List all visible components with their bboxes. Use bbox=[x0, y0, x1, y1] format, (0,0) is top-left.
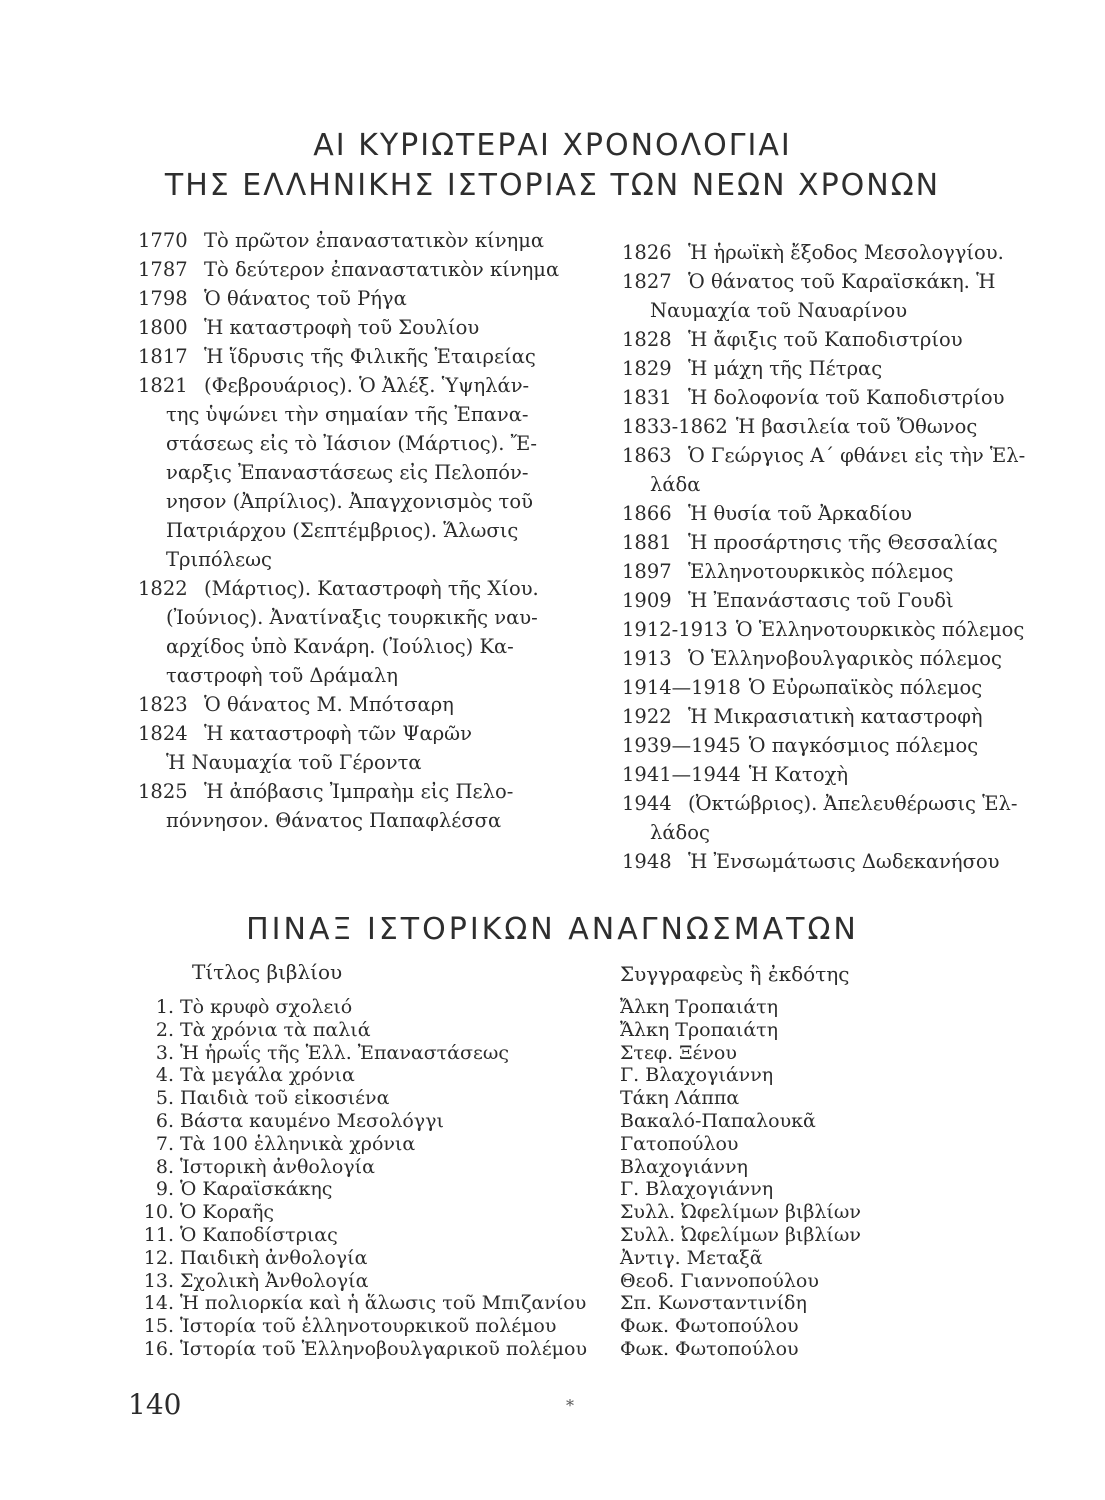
chronology-year: 1821 bbox=[138, 374, 188, 397]
reading-list-row bbox=[130, 1133, 1030, 1156]
chronology-year: 1817 bbox=[138, 345, 188, 368]
book-number: 14. bbox=[143, 1292, 174, 1315]
chronology-year: 1823 bbox=[138, 693, 188, 716]
chronology-year: 1866 bbox=[622, 502, 672, 525]
chronology-right-column bbox=[622, 238, 1052, 876]
reading-list-row bbox=[130, 1064, 1030, 1087]
reading-list-row bbox=[130, 1201, 1030, 1224]
chronology-entry bbox=[622, 615, 1052, 644]
chronology-event-text: ναρξις Ἐπαναστάσεως εἰς Πελοπόν- bbox=[166, 461, 529, 484]
chronology-year: 1881 bbox=[622, 531, 672, 554]
reading-list-row bbox=[130, 1315, 1030, 1338]
chronology-entry bbox=[138, 313, 578, 342]
chronology-entry bbox=[138, 371, 578, 574]
reading-list-row bbox=[130, 1178, 1030, 1201]
chronology-event-text: Ἡ καταστροφὴ τῶν Ψαρῶν bbox=[204, 722, 472, 745]
chronology-title-line1: ΑΙ ΚΥΡΙΩΤΕΡΑΙ ΧΡΟΝΟΛΟΓΙΑΙ bbox=[313, 128, 792, 163]
chronology-entry bbox=[138, 574, 578, 690]
chronology-event-text: Ἡ προσάρτησις τῆς Θεσσαλίας bbox=[688, 531, 998, 554]
book-number: 11. bbox=[143, 1223, 174, 1246]
chronology-event-text: λάδα bbox=[650, 473, 701, 496]
chronology-year: 1939—1945 bbox=[622, 734, 741, 757]
chronology-event-text: Ἡ ἡρωϊκὴ ἔξοδος Μεσολογγίου. bbox=[688, 241, 1004, 264]
chronology-year: 1828 bbox=[622, 328, 672, 351]
book-number: 10. bbox=[143, 1201, 174, 1224]
chronology-event-text: Ἡ δολοφονία τοῦ Καποδιστρίου bbox=[688, 386, 1005, 409]
book-author: Στεφ. Ξένου bbox=[620, 1041, 737, 1064]
book-author: Ἀντιγ. Μεταξᾶ bbox=[620, 1246, 763, 1269]
chronology-event-text: ταστροφὴ τοῦ Δράμαλη bbox=[166, 664, 398, 687]
book-title: Ἱστορία τοῦ Ἑλληνοβουλγαρικοῦ πολέμου bbox=[180, 1337, 587, 1360]
page-number: 140 bbox=[128, 1388, 182, 1421]
book-number: 8. bbox=[155, 1155, 174, 1178]
chronology-event-text: της ὑψώνει τὴν σημαίαν τῆς Ἐπανα- bbox=[166, 403, 529, 426]
chronology-year: 1863 bbox=[622, 444, 672, 467]
chronology-entry bbox=[622, 644, 1052, 673]
chronology-entry bbox=[138, 719, 578, 777]
book-title: Ὁ Καποδίστριας bbox=[180, 1223, 338, 1246]
chronology-event-text: Ὁ θάνατος Μ. Μπότσαρη bbox=[204, 693, 454, 716]
chronology-entry bbox=[622, 238, 1052, 267]
chronology-entry bbox=[622, 731, 1052, 760]
book-number: 16. bbox=[143, 1337, 174, 1360]
book-number: 2. bbox=[155, 1018, 174, 1041]
chronology-entry bbox=[622, 760, 1052, 789]
chronology-entry bbox=[138, 690, 578, 719]
chronology-event-text: (Ἰούνιος). Ἀνατίναξις τουρκικῆς ναυ- bbox=[166, 606, 538, 629]
book-author: Βλαχογιάννη bbox=[620, 1155, 748, 1178]
chronology-entry bbox=[622, 383, 1052, 412]
chronology-year: 1826 bbox=[622, 241, 672, 264]
book-author: Σπ. Κωνσταντινίδη bbox=[620, 1292, 807, 1315]
chronology-event-text: Ἡ καταστροφὴ τοῦ Σουλίου bbox=[204, 316, 480, 339]
reading-list-row bbox=[130, 1270, 1030, 1293]
reading-list-title: ΠΙΝΑΞ ΙΣΤΟΡΙΚΩΝ ΑΝΑΓΝΩΣΜΑΤΩΝ bbox=[246, 912, 859, 947]
chronology-entry bbox=[622, 673, 1052, 702]
book-author: Ἄλκη Τροπαιάτη bbox=[620, 1018, 779, 1041]
book-title: Τὸ κρυφὸ σχολειό bbox=[180, 996, 353, 1018]
book-title: Τὰ 100 ἑλληνικὰ χρόνια bbox=[180, 1132, 416, 1155]
chronology-event-text: Ἡ Κατοχὴ bbox=[748, 763, 849, 786]
chronology-event-text: Ὁ Γεώργιος Α΄ φθάνει εἰς τὴν Ἑλ- bbox=[688, 444, 1026, 467]
book-author: Γ. Βλαχογιάννη bbox=[620, 1178, 774, 1201]
reading-list-row bbox=[130, 1019, 1030, 1042]
chronology-event-text: αρχίδος ὑπὸ Κανάρη. (Ἰούλιος) Κα- bbox=[166, 635, 514, 658]
chronology-event-text: (Ὀκτώβριος). Ἀπελευθέρωσις Ἑλ- bbox=[688, 792, 1018, 815]
chronology-year: 1770 bbox=[138, 229, 188, 252]
chronology-event-text: Ἡ Ἐνσωμάτωσις Δωδεκανήσου bbox=[688, 850, 1000, 873]
chronology-year: 1941—1944 bbox=[622, 763, 741, 786]
book-title-column-header: Τίτλος βιβλίου bbox=[192, 960, 343, 984]
chronology-entry bbox=[622, 499, 1052, 528]
book-title: Ἡ ἡρωΐς τῆς Ἑλλ. Ἐπαναστάσεως bbox=[180, 1041, 509, 1064]
chronology-year: 1914—1918 bbox=[622, 676, 741, 699]
book-number: 13. bbox=[143, 1269, 174, 1292]
chronology-event-text: (Φεβρουάριος). Ὁ Ἀλέξ. Ὑψηλάν- bbox=[204, 374, 530, 397]
book-title: Τὰ χρόνια τὰ παλιά bbox=[180, 1018, 371, 1041]
chronology-entry bbox=[622, 267, 1052, 325]
chronology-year: 1829 bbox=[622, 357, 672, 380]
chronology-entry bbox=[138, 255, 578, 284]
reading-list-row bbox=[130, 1042, 1030, 1065]
chronology-event-text: πόννησον. Θάνατος Παπαφλέσσα bbox=[166, 809, 502, 832]
book-number: 4. bbox=[155, 1064, 174, 1087]
reading-list-row bbox=[130, 1087, 1030, 1110]
book-author: Θεοδ. Γιαννοπούλου bbox=[620, 1269, 819, 1292]
chronology-year: 1827 bbox=[622, 270, 672, 293]
chronology-entry bbox=[138, 342, 578, 371]
chronology-event-text: Ἡ βασιλεία τοῦ Ὄθωνος bbox=[735, 415, 978, 438]
chronology-year: 1909 bbox=[622, 589, 672, 612]
chronology-year: 1948 bbox=[622, 850, 672, 873]
chronology-event-text: Ἑλληνοτουρκικὸς πόλεμος bbox=[688, 560, 954, 583]
book-number: 9. bbox=[155, 1178, 174, 1201]
book-number: 15. bbox=[143, 1315, 174, 1338]
chronology-event-text: Ἡ θυσία τοῦ Ἀρκαδίου bbox=[688, 502, 912, 525]
chronology-event-text: Ἡ μάχη τῆς Πέτρας bbox=[688, 357, 883, 380]
chronology-entry bbox=[622, 354, 1052, 383]
book-number: 5. bbox=[155, 1087, 174, 1110]
book-author: Φωκ. Φωτοπούλου bbox=[620, 1315, 799, 1338]
chronology-event-text: Ἡ Ἐπανάστασις τοῦ Γουδὶ bbox=[688, 589, 954, 612]
book-number: 6. bbox=[155, 1109, 174, 1132]
chronology-entry bbox=[622, 528, 1052, 557]
chronology-event-text: στάσεως εἰς τὸ Ἰάσιον (Μάρτιος). Ἔ- bbox=[166, 432, 537, 455]
book-title: Ὁ Καραϊσκάκης bbox=[180, 1178, 333, 1201]
chronology-event-text: Ναυμαχία τοῦ Ναυαρίνου bbox=[650, 299, 908, 322]
book-title: Παιδικὴ ἀνθολογία bbox=[180, 1246, 368, 1269]
chronology-year: 1787 bbox=[138, 258, 188, 281]
chronology-title-line2: ΤΗΣ ΕΛΛΗΝΙΚΗΣ ΙΣΤΟΡΙΑΣ ΤΩΝ ΝΕΩΝ ΧΡΟΝΩΝ bbox=[164, 168, 941, 203]
book-title: Βάστα καυμένο Μεσολόγγι bbox=[180, 1109, 444, 1132]
chronology-left-column bbox=[138, 226, 578, 835]
book-author: Ἄλκη Τροπαιάτη bbox=[620, 996, 779, 1018]
reading-list-row bbox=[130, 996, 1030, 1019]
book-title: Ἡ πολιορκία καὶ ἡ ἅλωσις τοῦ Μπιζανίου bbox=[180, 1292, 587, 1315]
chronology-entry bbox=[622, 412, 1052, 441]
chronology-year: 1913 bbox=[622, 647, 672, 670]
chronology-year: 1897 bbox=[622, 560, 672, 583]
book-author: Τάκη Λάππα bbox=[620, 1087, 740, 1110]
chronology-event-text: Τριπόλεως bbox=[166, 548, 272, 571]
book-author: Γατοπούλου bbox=[620, 1132, 739, 1155]
book-number: 3. bbox=[155, 1041, 174, 1064]
chronology-event-text: Ὁ θάνατος τοῦ Καραϊσκάκη. Ἡ bbox=[688, 270, 996, 293]
chronology-entry bbox=[138, 226, 578, 255]
chronology-event-text: Τὸ πρῶτον ἐπαναστατικὸν κίνημα bbox=[204, 229, 545, 252]
book-title: Τὰ μεγάλα χρόνια bbox=[180, 1064, 355, 1087]
chronology-event-text: Ἡ ἀπόβασις Ἰμπραὴμ εἰς Πελο- bbox=[204, 780, 514, 803]
chronology-event-text: Ἡ Μικρασιατικὴ καταστροφὴ bbox=[688, 705, 983, 728]
chronology-entry bbox=[138, 777, 578, 835]
book-author: Βακαλό-Παπαλουκᾶ bbox=[620, 1109, 816, 1132]
chronology-event-text: Ἡ Ναυμαχία τοῦ Γέροντα bbox=[166, 751, 422, 774]
chronology-event-text: Ὁ θάνατος τοῦ Ρήγα bbox=[204, 287, 407, 310]
reading-list-row bbox=[130, 1338, 1030, 1361]
book-author: Φωκ. Φωτοπούλου bbox=[620, 1337, 799, 1360]
chronology-event-text: (Μάρτιος). Καταστροφὴ τῆς Χίου. bbox=[204, 577, 539, 600]
book-title: Ἱστορικὴ ἀνθολογία bbox=[180, 1155, 375, 1178]
chronology-event-text: Ὁ Ἑλληνοτουρκικὸς πόλεμος bbox=[735, 618, 1025, 641]
reading-list-row bbox=[130, 1110, 1030, 1133]
chronology-event-text: Πατριάρχου (Σεπτέμβριος). Ἅλωσις bbox=[166, 519, 519, 542]
chronology-year: 1825 bbox=[138, 780, 188, 803]
chronology-event-text: Ὁ Ἑλληνοβουλγαρικὸς πόλεμος bbox=[688, 647, 1002, 670]
chronology-year: 1912-1913 bbox=[622, 618, 728, 641]
chronology-year: 1822 bbox=[138, 577, 188, 600]
chronology-entry bbox=[622, 441, 1052, 499]
book-author: Συλλ. Ὠφελίμων βιβλίων bbox=[620, 1201, 861, 1224]
footer-mark: * bbox=[566, 1396, 574, 1415]
book-author: Συλλ. Ὠφελίμων βιβλίων bbox=[620, 1223, 861, 1246]
author-column-header: Συγγραφεὺς ἢ ἐκδότης bbox=[620, 962, 850, 986]
chronology-event-text: Ὁ παγκόσμιος πόλεμος bbox=[748, 734, 979, 757]
reading-list-row bbox=[130, 1292, 1030, 1315]
chronology-event-text: Ἡ ἵδρυσις τῆς Φιλικῆς Ἑταιρείας bbox=[204, 345, 536, 368]
chronology-entry bbox=[622, 325, 1052, 354]
chronology-entry bbox=[622, 586, 1052, 615]
reading-list-row bbox=[130, 1247, 1030, 1270]
chronology-event-text: Τὸ δεύτερον ἐπαναστατικὸν κίνημα bbox=[204, 258, 560, 281]
chronology-year: 1824 bbox=[138, 722, 188, 745]
chronology-entry bbox=[622, 789, 1052, 847]
book-number: 7. bbox=[155, 1132, 174, 1155]
book-title: Ὁ Κοραῆς bbox=[180, 1201, 275, 1224]
chronology-entry bbox=[622, 557, 1052, 586]
chronology-entry bbox=[138, 284, 578, 313]
chronology-year: 1798 bbox=[138, 287, 188, 310]
chronology-event-text: Ὁ Εὐρωπαϊκὸς πόλεμος bbox=[748, 676, 983, 699]
book-title: Σχολικὴ Ἀνθολογία bbox=[180, 1269, 369, 1292]
chronology-event-text: Ἡ ἄφιξις τοῦ Καποδιστρίου bbox=[688, 328, 963, 351]
chronology-year: 1833-1862 bbox=[622, 415, 728, 438]
chronology-entry bbox=[622, 702, 1052, 731]
book-title: Παιδιὰ τοῦ εἰκοσιένα bbox=[180, 1087, 390, 1110]
reading-list-row bbox=[130, 1224, 1030, 1247]
chronology-year: 1944 bbox=[622, 792, 672, 815]
book-number: 12. bbox=[143, 1246, 174, 1269]
chronology-entry bbox=[622, 847, 1052, 876]
reading-list-table bbox=[130, 996, 1030, 1361]
chronology-year: 1831 bbox=[622, 386, 672, 409]
chronology-year: 1922 bbox=[622, 705, 672, 728]
book-title: Ἱστορία τοῦ ἑλληνοτουρκικοῦ πολέμου bbox=[180, 1315, 557, 1338]
chronology-event-text: νησον (Ἀπρίλιος). Ἀπαγχονισμὸς τοῦ bbox=[166, 490, 533, 513]
chronology-event-text: λάδος bbox=[650, 821, 710, 844]
book-author: Γ. Βλαχογιάννη bbox=[620, 1064, 774, 1087]
book-number: 1. bbox=[155, 996, 174, 1018]
chronology-year: 1800 bbox=[138, 316, 188, 339]
reading-list-row bbox=[130, 1156, 1030, 1179]
